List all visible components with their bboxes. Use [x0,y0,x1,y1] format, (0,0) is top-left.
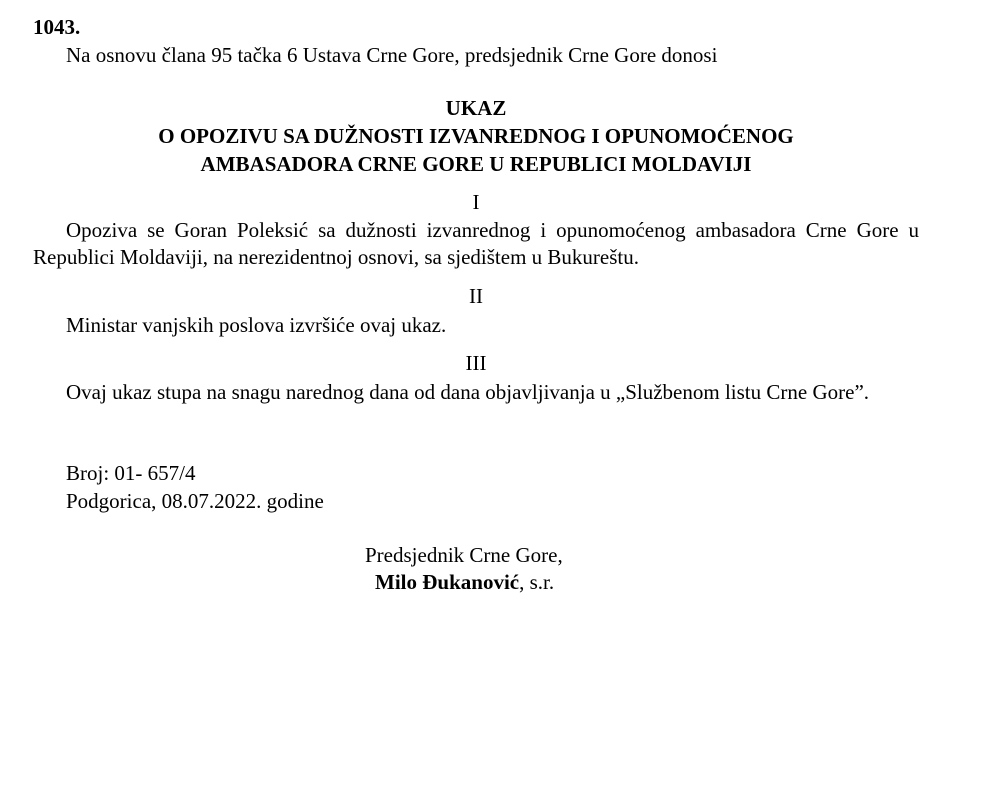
signatory-block [375,569,554,595]
title-line-3: AMBASADORA CRNE GORE U REPUBLICI MOLDAVIJI [200,152,752,176]
section-text-2: Ministar vanjskih poslova izvršiće ovaj ukaz. [66,313,447,337]
section-heading-1: I [472,190,480,214]
section-text-1: Opoziva se Goran Poleksić sa dužnosti izvanrednog i opunomoćenog ambasadora Crne Gore u Republici Moldaviji, na nerezidentnoj osnovi, sa sjedištem u Bukureštu. [33,218,919,269]
reference-number: Broj: 01- 657/4 [66,461,196,485]
signatory-suffix: , s.r. [519,570,555,594]
intro-text: Na osnovu člana 95 tačka 6 Ustava Crne Gore, predsjednik Crne Gore donosi [66,43,718,67]
title-line-2: O OPOZIVU SA DUŽNOSTI IZVANREDNOG I OPUNOMOĆENOG [158,124,794,148]
section-heading-3: III [465,351,487,375]
signatory-title: Predsjednik Crne Gore, [365,543,563,567]
section-heading-2: II [469,284,483,308]
signatory-name: Milo Đukanović [375,570,520,594]
title-line-1: UKAZ [445,96,507,120]
decree-number: 1043. [33,15,81,39]
place-date: Podgorica, 08.07.2022. godine [66,489,324,513]
section-text-3: Ovaj ukaz stupa na snagu narednog dana od dana objavljivanja u „Službenom listu Crne Gore”. [66,380,870,404]
